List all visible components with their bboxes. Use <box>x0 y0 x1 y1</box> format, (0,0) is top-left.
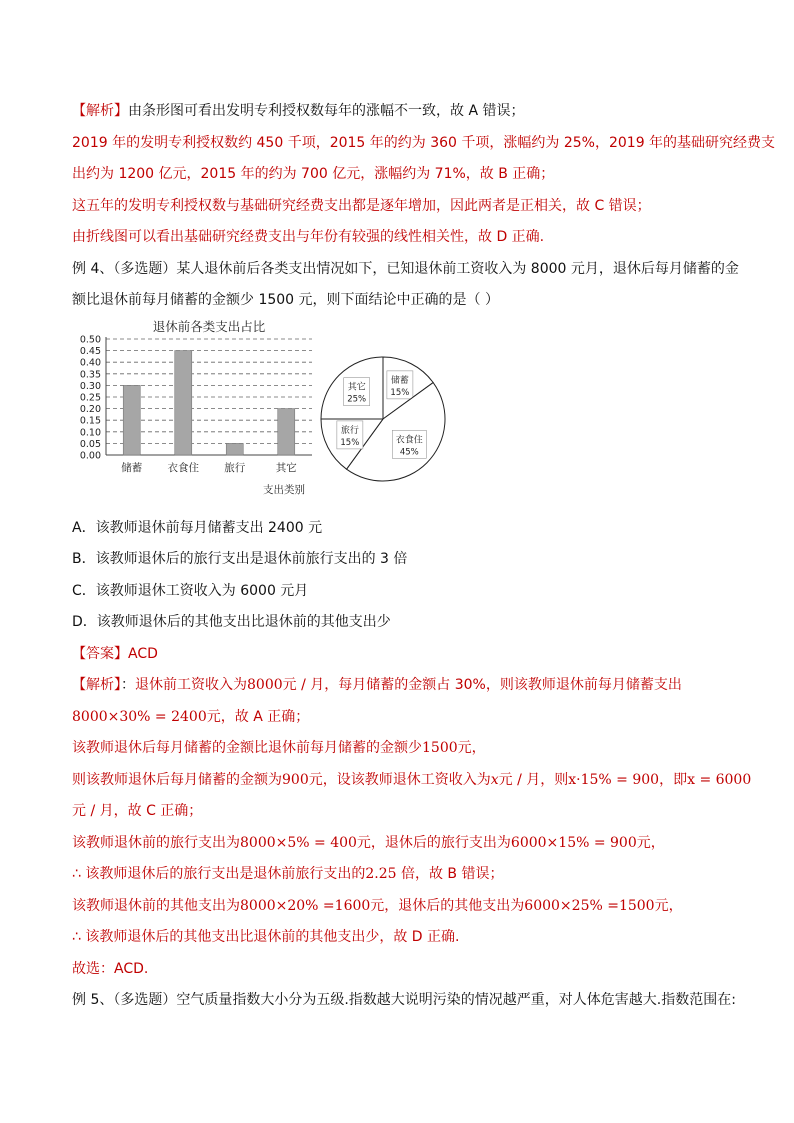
pie-percent-label: 15% <box>340 437 360 448</box>
bar-chart <box>72 319 322 509</box>
document-page <box>72 96 776 1017</box>
y-tick-label: 0.25 <box>79 392 101 403</box>
pie-percent-label: 45% <box>399 446 419 457</box>
pie-label: 衣食住 <box>395 434 423 445</box>
pie-percent-label: 15% <box>390 387 410 398</box>
option-c: C．该教师退休工资收入为 6000 元月 <box>72 582 309 599</box>
analysis-3-line-3: 出约为 1200 亿元，2015 年的约为 700 亿元，涨幅约为 71%，故 B 正确； <box>72 166 555 182</box>
answer-line <box>72 639 732 671</box>
example-4-line-1: 例 4、（多选题）某人退休前后各类支出情况如下，已知退休前工资收入为 8000 元月，退休后每月储蓄的金 <box>72 260 739 277</box>
analysis-3-line-5: 由折线图可以看出基础研究经费支出与年份有较强的线性相关性，故 D 正确. <box>72 229 545 245</box>
pie-chart <box>318 349 448 489</box>
y-tick-label: 0.35 <box>79 368 101 380</box>
example-4-line-2: 额比退休前每月储蓄的金额少 1500 元，则下面结论中正确的是（ ） <box>72 292 499 308</box>
option-a: A．该教师退休前每月储蓄支出 2400 元 <box>72 519 323 536</box>
y-tick-label: 0.40 <box>79 357 101 369</box>
analysis-4-line-3: 该教师退休后每月储蓄的金额比退休前每月储蓄的金额少1500元， <box>72 740 486 756</box>
analysis-4-line-7: ∴ 该教师退休后的旅行支出是退休前旅行支出的2.25 倍，故 B 错误； <box>72 866 504 882</box>
answer-label: 【答案】 <box>72 645 128 662</box>
option-b: B．该教师退休后的旅行支出是退休前旅行支出的 3 倍 <box>72 551 408 567</box>
analysis-label: 【解析】 <box>72 677 121 693</box>
y-tick-label: 0.50 <box>79 334 101 345</box>
analysis-4-line-8: 该教师退休前的其他支出为8000×20% =1600元，退休后的其他支出为6000×25% =1500元， <box>72 897 683 914</box>
analysis-4-line-1: 【解析】：退休前工资收入为8000元 / 月，每月储蓄的金额占 30%，则该教师退休前每月储蓄支出 <box>72 677 682 693</box>
analysis-3-line-2: 2019 年的发明专利授权数约 450 千项，2015 年的约为 360 千项，涨幅约为 25%，2019 年的基础研究经费支 <box>72 134 776 151</box>
x-tick-label: 其它 <box>275 461 297 474</box>
example-5-line-1: 例 5、（多选题）空气质量指数大小分为五级.指数越大说明污染的情况越严重，对人体危害越大.指数范围在: <box>72 992 736 1008</box>
analysis-4-line-9: ∴ 该教师退休后的其他支出比退休前的其他支出少，故 D 正确. <box>72 929 460 945</box>
analysis-4-line-5: 元 / 月，故 C 正确； <box>72 803 203 819</box>
analysis-3-line-4: 这五年的发明专利授权数与基础研究经费支出都是逐年增加，因此两者是正相关，故 C 错误； <box>72 197 651 214</box>
analysis-label: 【解析】 <box>72 103 128 119</box>
y-tick-label: 0.15 <box>79 415 101 427</box>
analysis-4-line-4: 则该教师退休后每月储蓄的金额为900元，设该教师退休工资收入为x元 / 月，则x·15% = 900，即x = 6000 <box>72 771 752 788</box>
pie-label: 旅行 <box>340 425 359 436</box>
y-tick-label: 0.10 <box>79 426 101 438</box>
option-d: D．该教师退休后的其他支出比退休前的其他支出少 <box>72 614 391 630</box>
bar-旅行 <box>226 443 243 455</box>
pie-percent-label: 25% <box>347 394 367 405</box>
bar-衣食住 <box>175 350 192 454</box>
pie-label: 其它 <box>347 382 366 393</box>
y-tick-label: 0.45 <box>79 345 101 357</box>
pie-label: 储蓄 <box>390 375 409 386</box>
x-tick-label: 旅行 <box>224 461 246 474</box>
chart-area <box>72 319 732 509</box>
analysis-3-line-1: 【解析】由条形图可看出发明专利授权数每年的涨幅不一致，故 A 错误； <box>72 103 525 119</box>
chart-title: 退休前各类支出占比 <box>152 318 266 334</box>
bar-储蓄 <box>123 385 140 455</box>
y-tick-label: 0.05 <box>79 438 101 450</box>
x-axis-label: 支出类别 <box>263 483 305 496</box>
y-tick-label: 0.30 <box>79 380 101 392</box>
x-tick-label: 储蓄 <box>121 461 143 474</box>
bar-其它 <box>278 408 295 454</box>
analysis-4-line-10: 故选：ACD. <box>72 960 149 977</box>
x-tick-label: 衣食住 <box>167 461 199 474</box>
y-tick-label: 0.00 <box>79 450 101 461</box>
y-tick-label: 0.20 <box>79 403 101 415</box>
analysis-4-line-2: 8000×30% = 2400元，故 A 正确； <box>72 708 310 725</box>
answer-value: ACD <box>128 645 158 662</box>
analysis-4-line-6: 该教师退休前的旅行支出为8000×5% = 400元，退休后的旅行支出为6000×15% = 900元， <box>72 834 665 851</box>
